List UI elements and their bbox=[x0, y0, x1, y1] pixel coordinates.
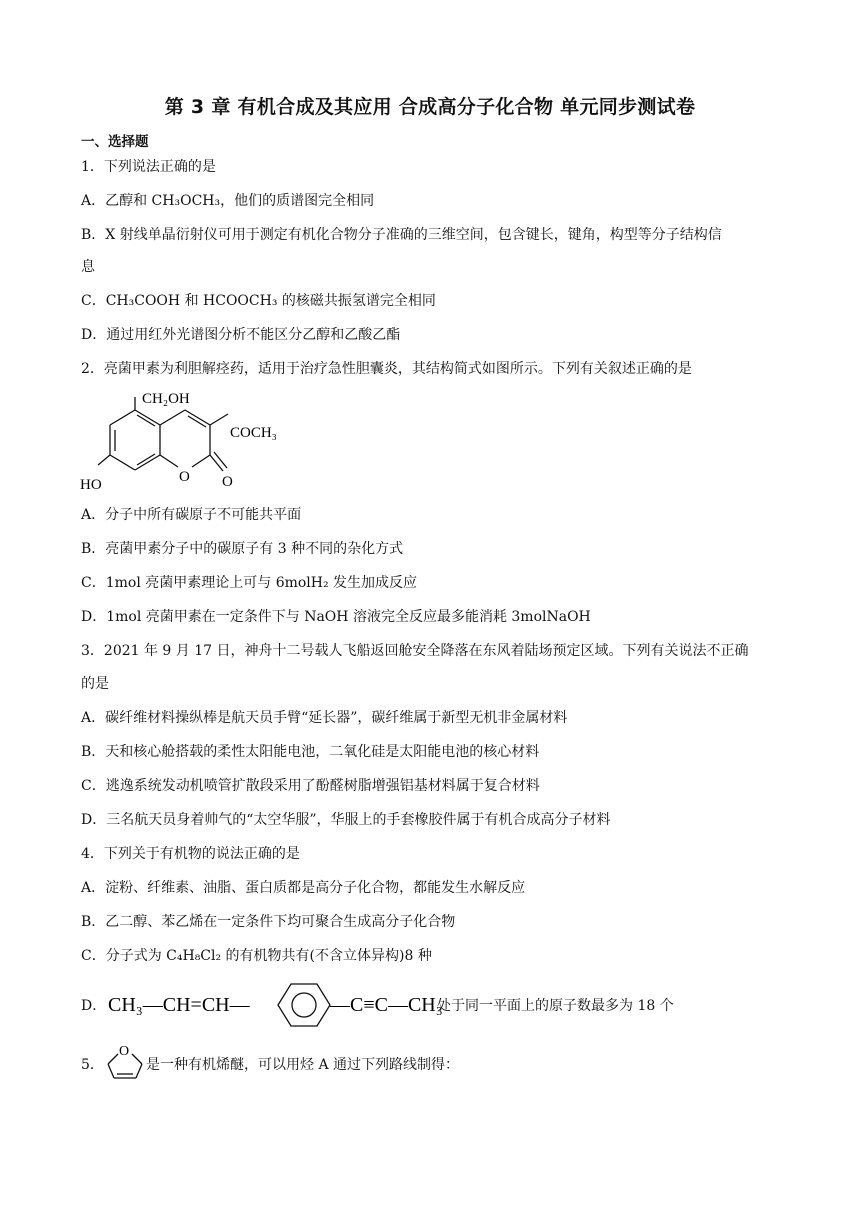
structure-label-coch3: COCH₃ bbox=[230, 425, 277, 441]
q3-stem: 3．2021 年 9 月 17 日，神舟十二号载人飞船返回舱安全降落在东风着陆场预定区域。下列有关说法不正确 bbox=[81, 643, 749, 659]
q1-stem: 1．下列说法正确的是 bbox=[81, 159, 216, 175]
q3-option-c: C．逃逸系统发动机喷管扩散段采用了酚醛树脂增强铝基材料属于复合材料 bbox=[81, 778, 540, 794]
q3-stem-continued: 的是 bbox=[81, 676, 109, 692]
q2-option-a: A．分子中所有碳原子不可能共平面 bbox=[81, 507, 302, 523]
structure-label-ring-o: O bbox=[179, 469, 190, 485]
q5-text: 是一种有机烯醚，可以用烃 A 通过下列路线制得： bbox=[146, 1057, 460, 1073]
q2-option-d: D．1mol 亮菌甲素在一定条件下与 NaOH 溶液完全反应最多能消耗 3molNaOH bbox=[81, 609, 591, 625]
propenyl-propynyl-benzene-structure bbox=[108, 980, 443, 1030]
q1-option-b-continued: 息 bbox=[81, 259, 95, 275]
q4-option-c: C．分子式为 C₄H₈Cl₂ 的有机物共有(不含立体异构)8 种 bbox=[81, 948, 432, 964]
formula-left-segment: CH₃—CH=CH— bbox=[108, 994, 250, 1016]
q2-option-b: B．亮菌甲素分子中的碳原子有 3 种不同的杂化方式 bbox=[81, 541, 404, 557]
structure-label-ho: HO bbox=[80, 477, 102, 493]
q2-option-c: C．1mol 亮菌甲素理论上可与 6molH₂ 发生加成反应 bbox=[81, 575, 418, 591]
q4-option-a: A．淀粉、纤维素、油脂、蛋白质都是高分子化合物，都能发生水解反应 bbox=[81, 880, 526, 896]
section-heading: 一、选择题 bbox=[81, 134, 149, 150]
structure-label-carbonyl-o: O bbox=[222, 474, 233, 490]
structure-label-ch2oh: CH₂OH bbox=[142, 391, 190, 407]
q2-stem: 2．亮菌甲素为利胆解痉药，适用于治疗急性胆囊炎，其结构简式如图所示。下列有关叙述正确的是 bbox=[81, 361, 692, 377]
q4-option-d-text: 处于同一平面上的原子数最多为 18 个 bbox=[437, 998, 674, 1014]
q4-stem: 4．下列关于有机物的说法正确的是 bbox=[81, 846, 300, 862]
q3-option-a: A．碳纤维材料操纵棒是航天员手臂“延长器”，碳纤维属于新型无机非金属材料 bbox=[81, 710, 568, 726]
q4-option-d-label: D． bbox=[81, 998, 107, 1014]
dihydrofuran-structure bbox=[104, 1040, 146, 1082]
q1-option-a: A．乙醇和 CH₃OCH₃，他们的质谱图完全相同 bbox=[81, 193, 375, 209]
q3-option-b: B．天和核心舱搭载的柔性太阳能电池，二氧化硅是太阳能电池的核心材料 bbox=[81, 744, 540, 760]
q5-label: 5． bbox=[81, 1057, 104, 1073]
q1-option-b: B．X 射线单晶衍射仪可用于测定有机化合物分子准确的三维空间，包含键长，键角，构型等分子结构信 bbox=[81, 227, 722, 243]
coumarin-structure-diagram bbox=[80, 385, 300, 500]
q3-option-d: D．三名航天员身着帅气的“太空华服”，华服上的手套橡胶件属于有机合成高分子材料 bbox=[81, 812, 611, 828]
q4-option-b: B．乙二醇、苯乙烯在一定条件下均可聚合生成高分子化合物 bbox=[81, 914, 456, 930]
ring-oxygen-label: O bbox=[119, 1044, 130, 1059]
formula-right-segment: —C≡C—CH₃ bbox=[330, 994, 443, 1016]
q1-option-c: C．CH₃COOH 和 HCOOCH₃ 的核磁共振氢谱完全相同 bbox=[81, 293, 436, 309]
page-title: 第 3 章 有机合成及其应用 合成高分子化合物 单元同步测试卷 bbox=[164, 96, 696, 118]
q1-option-d: D．通过用红外光谱图分析不能区分乙醇和乙酸乙酯 bbox=[81, 327, 401, 343]
